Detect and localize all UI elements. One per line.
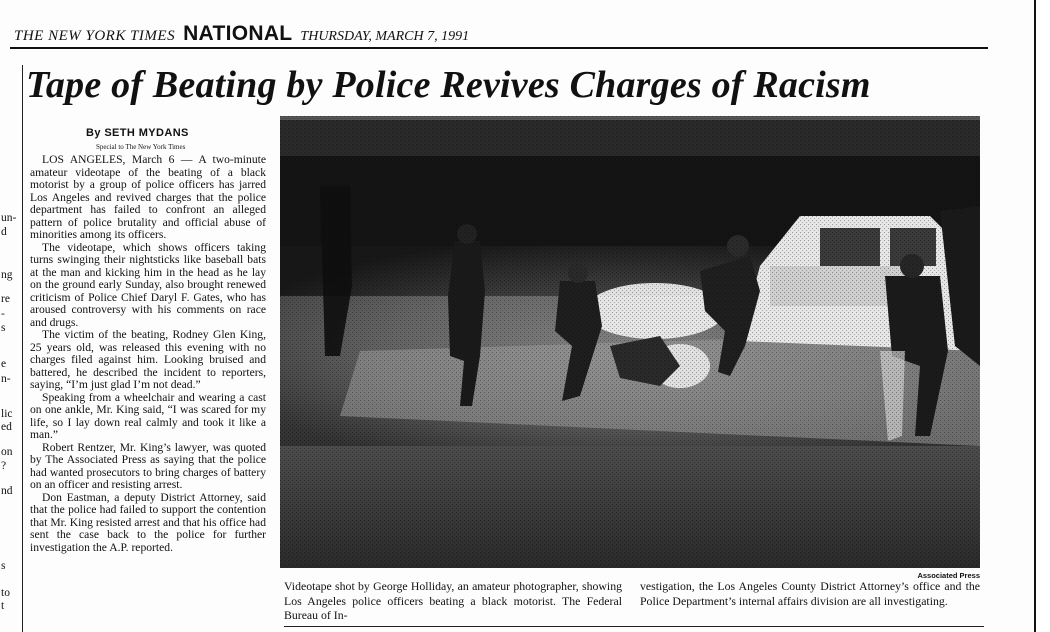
photo-credit: Associated Press bbox=[917, 571, 980, 580]
article-paragraph: Don Eastman, a deputy District Attorney, said that the police had failed to support the contention that Mr. King resisted arrest and that his office had sent the case back to the police for further investigation the A.P. reported. bbox=[30, 490, 266, 554]
section-name: NATIONAL bbox=[183, 22, 293, 45]
column-rule bbox=[22, 65, 23, 632]
fragment-text: n- bbox=[1, 373, 11, 385]
fragment-text: un- bbox=[1, 212, 16, 224]
fragment-text: e bbox=[1, 358, 7, 370]
byline: By SETH MYDANS bbox=[86, 127, 189, 139]
article-paragraph: Speaking from a wheelchair and wearing a cast on one ankle, Mr. King said, “I was scared for my life, so I lay down real calmly and took it like a man.” bbox=[30, 390, 266, 441]
fragment-text: nd bbox=[1, 485, 13, 497]
article-paragraph: Robert Rentzer, Mr. King’s lawyer, was quoted by The Associated Press as saying that the police had wanted prosecutors to bring charges of battery on an officer and resisting arrest. bbox=[30, 440, 266, 491]
scan-margin bbox=[1036, 0, 1050, 632]
fragment-text: ? bbox=[1, 460, 7, 472]
headline: Tape of Beating by Police Revives Charges of Racism bbox=[26, 64, 871, 106]
article-paragraph: LOS ANGELES, March 6 — A two-minute amateur videotape of the beating of a black motorist by a group of police officers has jarred Los Angeles and revived charges that the police department has failed to confront an alleged pattern of police brutality and official abuse of minorities among its officers. bbox=[30, 154, 266, 241]
bottom-rule bbox=[284, 626, 984, 627]
dateline-note: Special to The New York Times bbox=[96, 143, 186, 151]
photo-caption-part-1: Videotape shot by George Holliday, an amateur photographer, showing Los Angeles police officers beating a black motorist. The Federal Bureau of In- bbox=[284, 579, 622, 622]
folio-rule bbox=[10, 47, 988, 49]
adjacent-column-fragment bbox=[0, 60, 16, 632]
fragment-text: - bbox=[1, 308, 5, 320]
fragment-text: ed bbox=[1, 421, 12, 433]
folio-line bbox=[14, 22, 994, 48]
fragment-text: t bbox=[1, 600, 5, 612]
news-photo bbox=[280, 116, 980, 568]
fragment-text: d bbox=[1, 226, 7, 238]
fragment-text: s bbox=[1, 560, 6, 572]
photo-caption-part-2: vestigation, the Los Angeles County District Attorney’s office and the Police Department’s internal affairs division are all investigating. bbox=[640, 579, 980, 608]
fragment-text: s bbox=[1, 322, 6, 334]
issue-date: THURSDAY, MARCH 7, 1991 bbox=[300, 29, 470, 44]
fragment-text: re bbox=[1, 293, 10, 305]
fragment-text: ng bbox=[1, 269, 13, 281]
article-paragraph: The videotape, which shows officers taking turns swinging their nightsticks like baseball bats at the man and kicking him in the head as he lay on the ground early Sunday, also brought renewed criticism of Police Chief Daryl F. Gates, who has aroused controversy with his comments on race and drugs. bbox=[30, 240, 266, 329]
fragment-text: on bbox=[1, 446, 13, 458]
fragment-text: to bbox=[1, 587, 10, 599]
newspaper-name: THE NEW YORK TIMES bbox=[14, 28, 176, 44]
article-body bbox=[30, 154, 266, 632]
article-paragraph: The victim of the beating, Rodney Glen King, 25 years old, was released this evening with no charges filed against him. Looking bruised and battered, he described the incident to reporters, saying, “I’m just glad I’m not dead.” bbox=[30, 328, 266, 391]
fragment-text: lic bbox=[1, 408, 13, 420]
